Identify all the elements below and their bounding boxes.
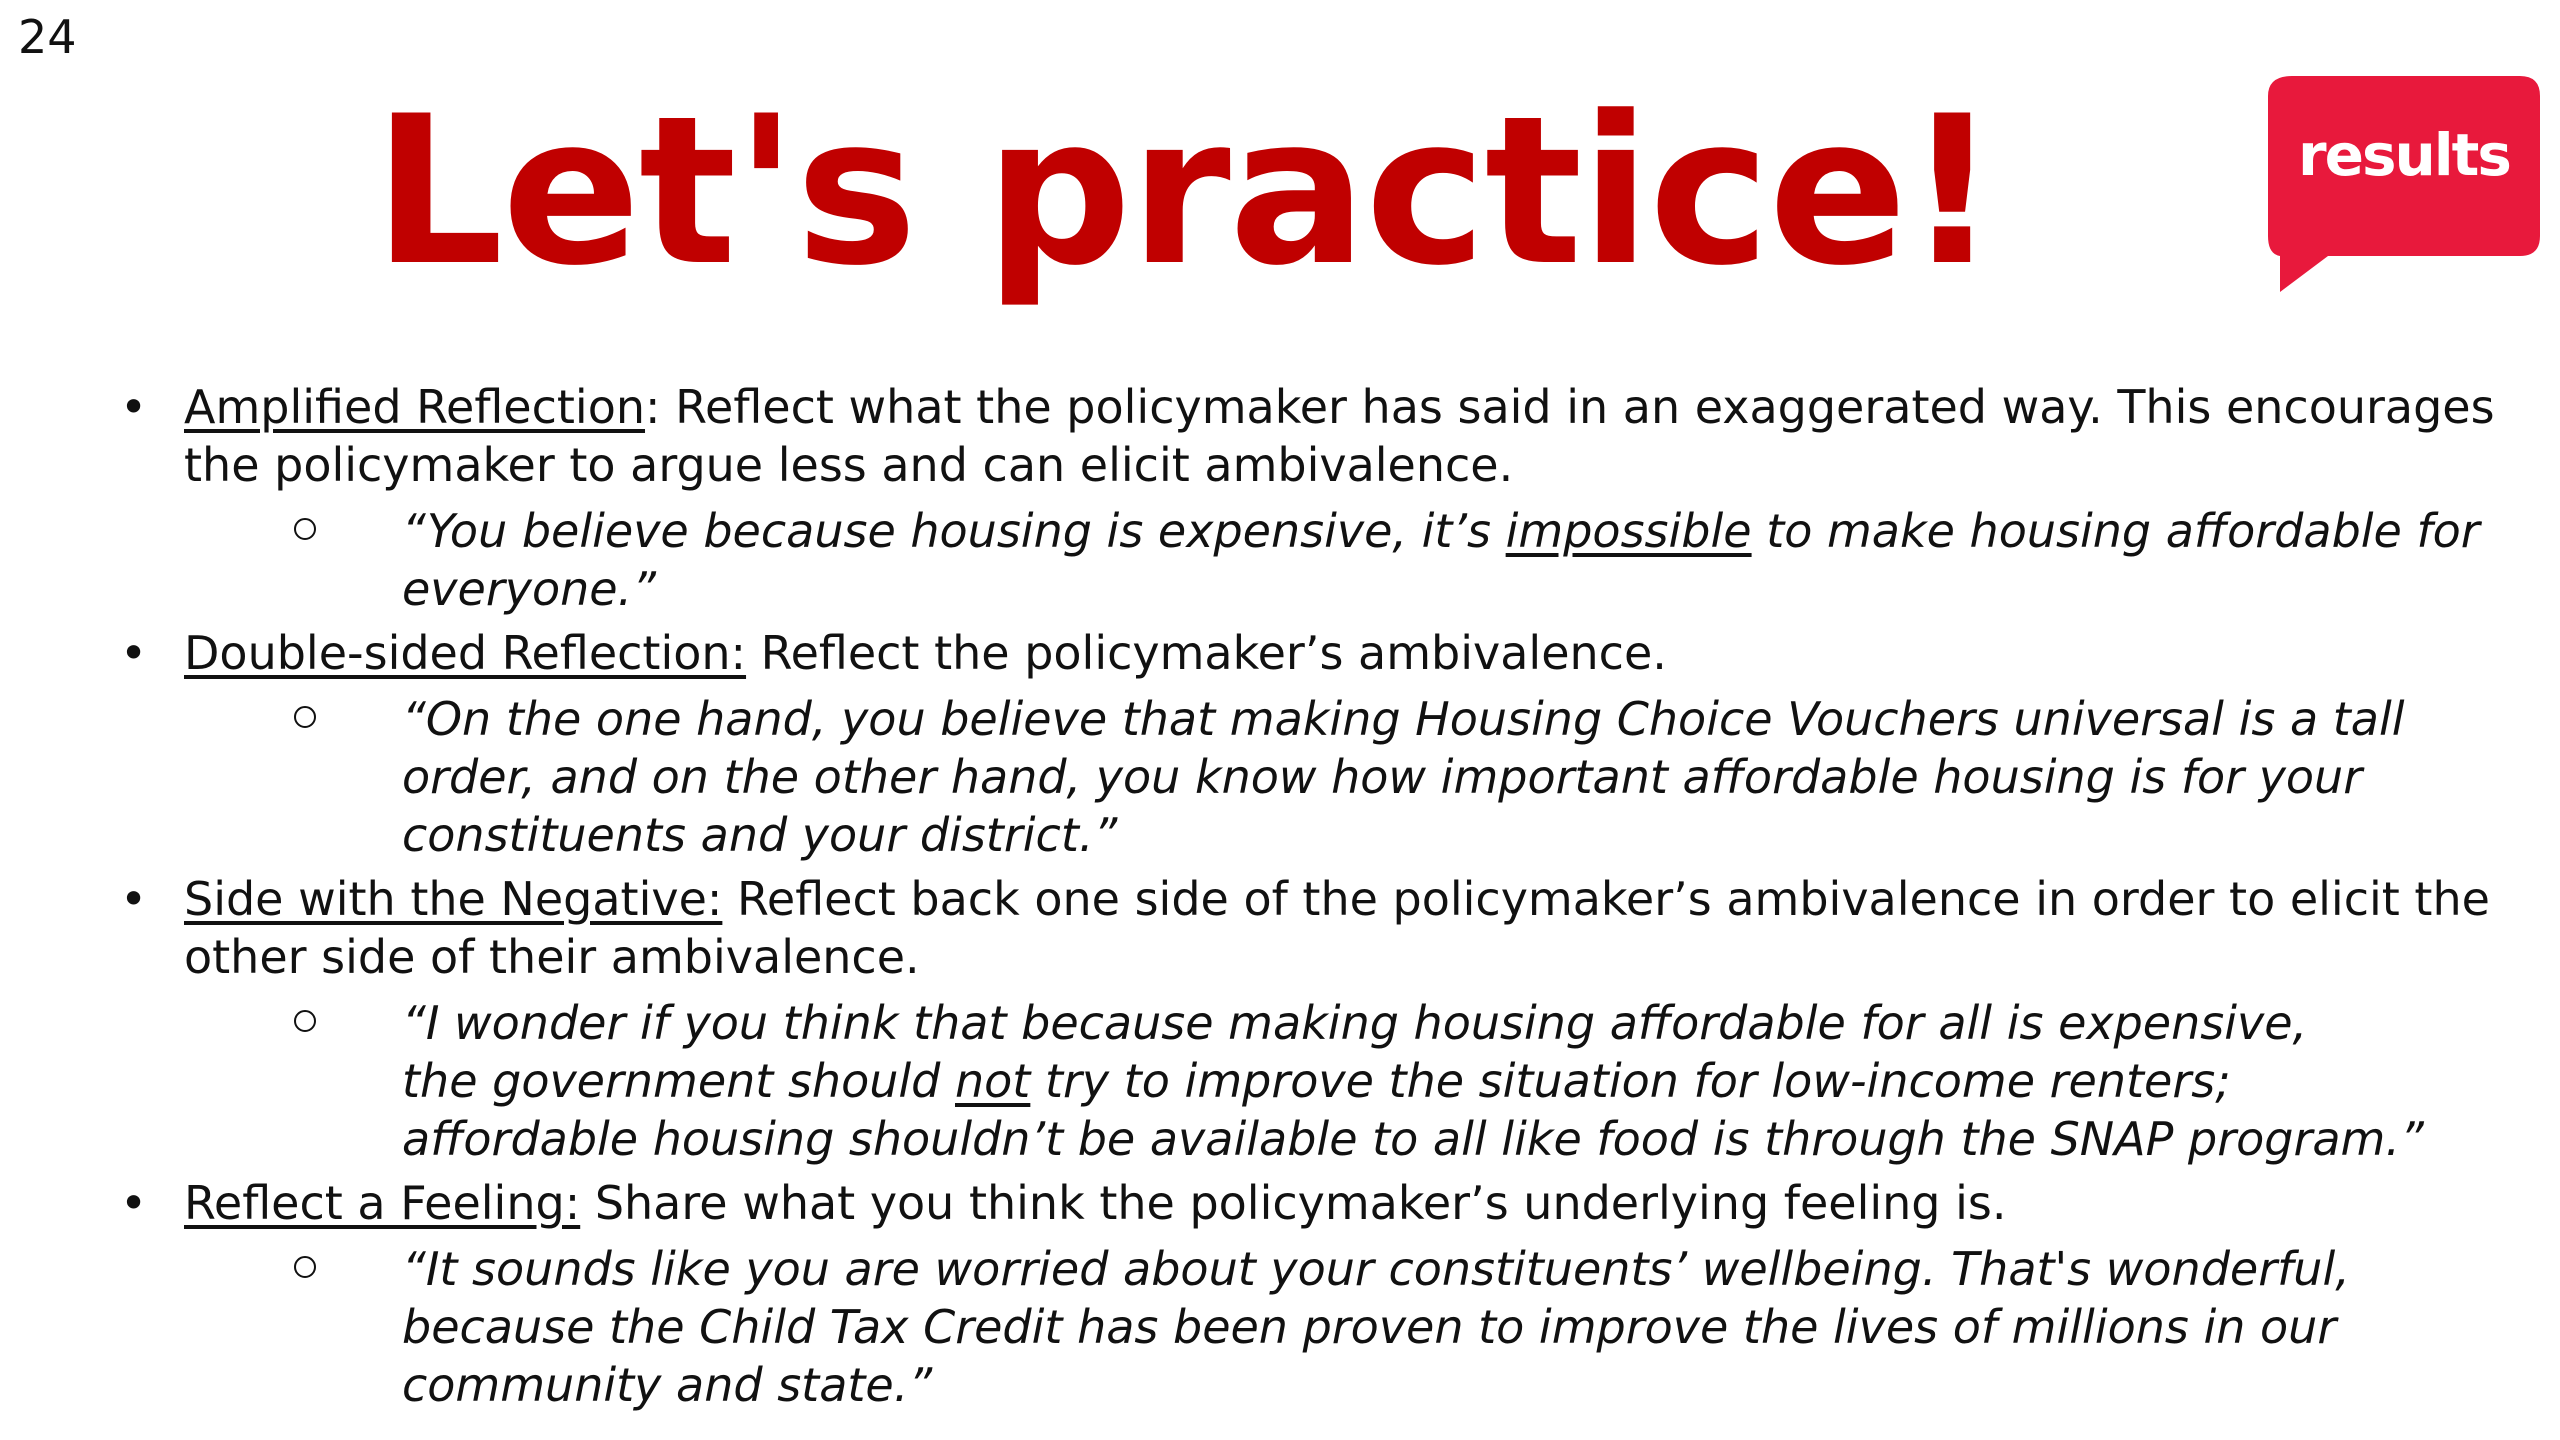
bullet-icon: • bbox=[120, 1176, 148, 1230]
example-quote bbox=[108, 690, 2528, 864]
circle-bullet-icon bbox=[294, 706, 316, 728]
quote-text: “It sounds like you are worried about your constituents’ wellbeing. That's wonderful, because the Child Tax Credit has been proven to improve the lives of millions in our community and state.” bbox=[402, 1242, 2350, 1412]
list-item-double-sided-reflection bbox=[108, 624, 2528, 864]
example-quote bbox=[108, 994, 2528, 1168]
quote-text: to make housing affordable for everyone.” bbox=[402, 504, 2480, 616]
bullet-icon: • bbox=[120, 872, 148, 926]
quote-text: “On the one hand, you believe that making Housing Choice Vouchers universal is a tall order, and on the other hand, you know how important affordable housing is for your constituents and your district.” bbox=[402, 692, 2405, 862]
circle-bullet-icon bbox=[294, 1256, 316, 1278]
bullet-icon: • bbox=[120, 626, 148, 680]
results-logo bbox=[2268, 76, 2538, 294]
term-description: Reflect the policymaker’s ambivalence. bbox=[746, 626, 1667, 680]
quote-emphasis: not bbox=[955, 1054, 1031, 1108]
example-quote bbox=[108, 502, 2528, 618]
term-label: Double-sided Reflection: bbox=[184, 626, 747, 680]
quote-text: the government should bbox=[402, 1054, 955, 1108]
quote-text: try to improve the situation for low-income renters; bbox=[1030, 1054, 2231, 1108]
circle-bullet-icon bbox=[294, 1010, 316, 1032]
term-description: : Reflect what the policymaker has said in an exaggerated way. This encourages the policymaker to argue less and can elicit ambivalence. bbox=[184, 380, 2495, 492]
list-item-side-with-negative bbox=[108, 870, 2528, 1168]
term-label: Reflect a Feeling: bbox=[184, 1176, 581, 1230]
slide-title: Let's practice! bbox=[373, 73, 1997, 311]
term-label: Side with the Negative: bbox=[184, 872, 723, 926]
term-description: Reflect back one side of the policymaker’s ambivalence in order to elicit the other side of their ambivalence. bbox=[184, 872, 2490, 984]
quote-emphasis: impossible bbox=[1505, 504, 1752, 558]
term-description: Share what you think the policymaker’s underlying feeling is. bbox=[580, 1176, 2007, 1230]
logo-text: results bbox=[2298, 121, 2510, 189]
quote-line: affordable housing shouldn’t be available to all like food is through the SNAP program.” bbox=[402, 1112, 2424, 1166]
bullet-icon: • bbox=[120, 380, 148, 434]
quote-text: “You believe because housing is expensive, it’s bbox=[402, 504, 1506, 558]
list-item-reflect-feeling bbox=[108, 1174, 2528, 1414]
circle-bullet-icon bbox=[294, 518, 316, 540]
quote-line: “I wonder if you think that because making housing affordable for all is expensive, bbox=[402, 996, 2308, 1050]
term-label: Amplified Reflection bbox=[184, 380, 646, 434]
quote-line bbox=[402, 1052, 2528, 1110]
example-quote bbox=[108, 1240, 2528, 1414]
bullet-list bbox=[108, 378, 2528, 1414]
list-item-amplified-reflection bbox=[108, 378, 2528, 618]
slide-number: 24 bbox=[18, 10, 77, 64]
